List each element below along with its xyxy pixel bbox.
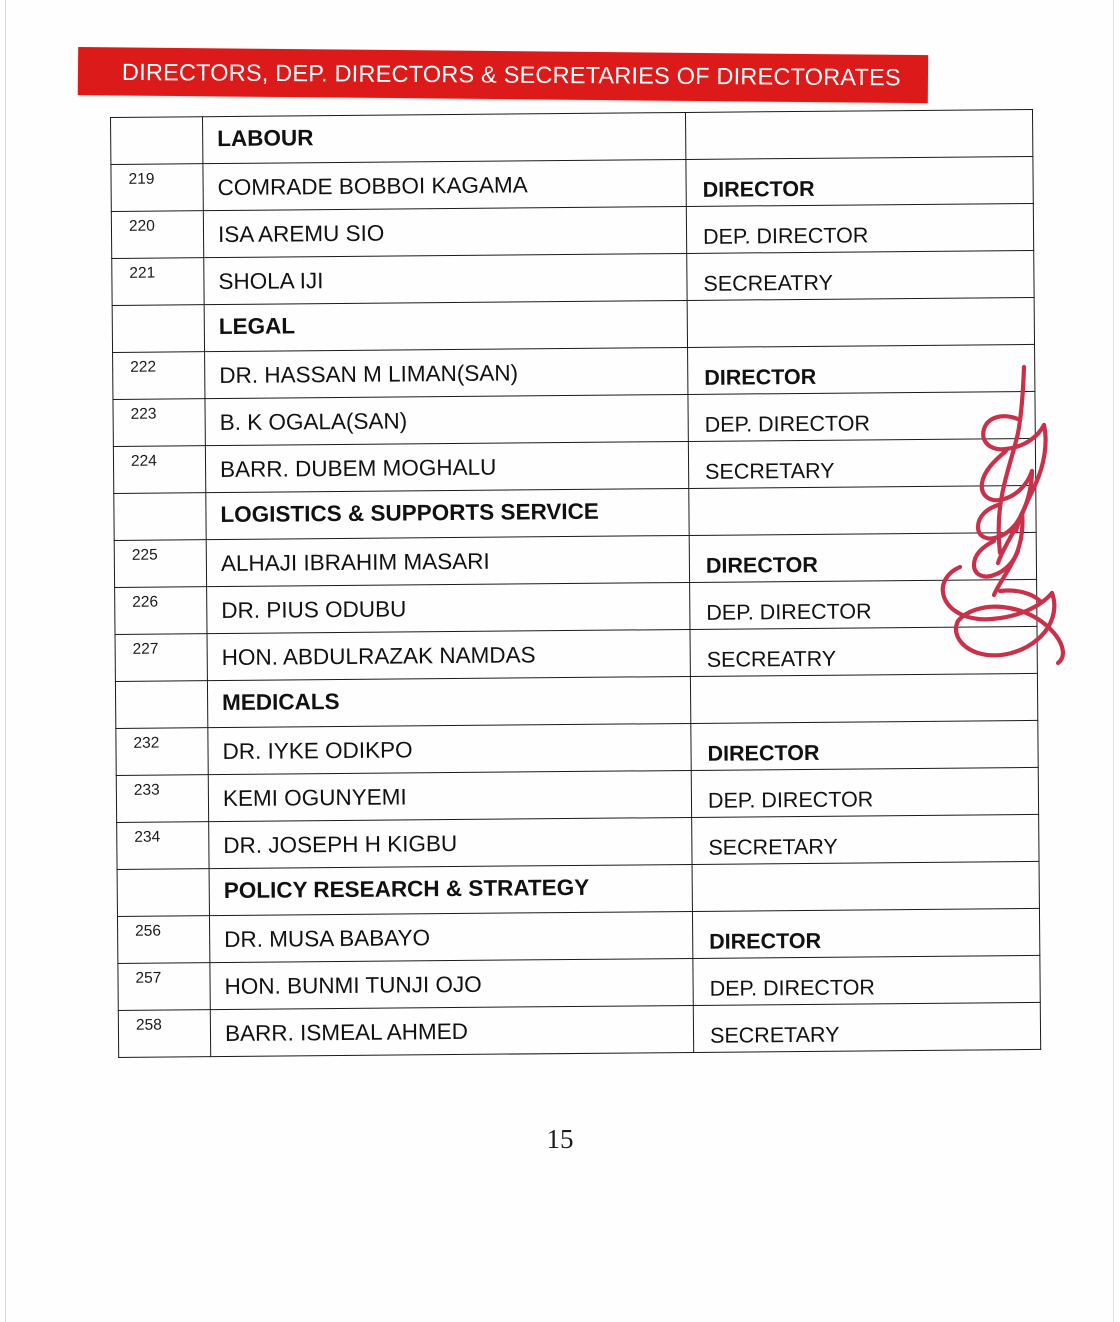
person-name-cell <box>209 817 692 868</box>
role-label: DIRECTOR <box>707 740 820 766</box>
role-label: SECRETARY <box>708 834 838 860</box>
row-number-cell <box>111 211 203 259</box>
role-cell <box>690 626 1037 676</box>
role-label: DIRECTOR <box>702 176 815 202</box>
role-cell <box>685 109 1032 159</box>
row-number-cell <box>113 399 205 447</box>
row-number-cell <box>114 493 206 541</box>
person-name: B. K OGALA(SAN) <box>219 408 408 436</box>
role-label: SECREATRY <box>703 270 834 296</box>
role-cell <box>691 720 1038 770</box>
person-name-cell <box>207 629 690 680</box>
row-number-cell <box>116 728 208 776</box>
role-cell <box>693 1002 1040 1052</box>
role-label: SECRETARY <box>709 1022 840 1048</box>
table-row <box>113 344 1035 399</box>
row-number-cell <box>111 164 203 212</box>
person-name: HON. BUNMI TUNJI OJO <box>224 971 482 1000</box>
table-row <box>115 579 1037 634</box>
table-row <box>112 250 1034 305</box>
section-title-cell <box>204 300 687 351</box>
row-number: 219 <box>128 170 155 188</box>
person-name-cell <box>205 441 688 492</box>
person-name-cell <box>205 347 688 398</box>
person-name: ALHAJI IBRAHIM MASARI <box>220 548 490 577</box>
row-number-cell <box>118 963 210 1011</box>
row-number-cell <box>117 822 209 870</box>
table-section-row <box>115 673 1037 728</box>
person-name-cell <box>205 394 688 445</box>
table-row <box>111 203 1033 258</box>
row-number: 227 <box>132 640 159 658</box>
role-cell <box>688 344 1035 394</box>
row-number-cell <box>118 1010 210 1058</box>
role-cell <box>688 391 1035 441</box>
section-title-cell <box>206 488 689 539</box>
row-number: 222 <box>130 358 157 376</box>
row-number-cell <box>113 446 205 494</box>
row-number-cell <box>112 305 204 353</box>
person-name: KEMI OGUNYEMI <box>222 784 407 812</box>
row-number-cell <box>117 916 209 964</box>
directorates-table <box>110 109 1041 1058</box>
person-name-cell <box>209 911 692 962</box>
person-name-cell <box>207 582 690 633</box>
table-section-row <box>114 485 1036 540</box>
row-number: 258 <box>135 1016 162 1034</box>
row-number: 224 <box>130 452 157 470</box>
section-title: LABOUR <box>217 125 314 152</box>
person-name-cell <box>206 535 689 586</box>
person-name: COMRADE BOBBOI KAGAMA <box>217 172 528 201</box>
role-label: DEP. DIRECTOR <box>709 975 876 1001</box>
section-title: POLICY RESEARCH & STRATEGY <box>223 874 590 904</box>
row-number-cell <box>117 869 209 917</box>
page-number: 15 <box>546 1124 574 1154</box>
section-title-cell <box>203 112 686 163</box>
role-cell <box>687 297 1034 347</box>
row-number-cell <box>113 352 205 400</box>
person-name: SHOLA IJI <box>218 268 324 295</box>
person-name: DR. HASSAN M LIMAN(SAN) <box>219 360 519 389</box>
table-row <box>115 626 1037 681</box>
role-cell <box>686 156 1033 206</box>
person-name-cell <box>203 159 686 210</box>
person-name: HON. ABDULRAZAK NAMDAS <box>221 642 536 671</box>
table-row <box>113 438 1035 493</box>
person-name-cell <box>203 206 686 257</box>
role-label: SECREATRY <box>706 646 837 672</box>
table-row <box>117 814 1039 869</box>
table-section-row <box>117 861 1039 916</box>
role-cell <box>692 908 1039 958</box>
role-label: DEP. DIRECTOR <box>706 599 872 625</box>
table-row <box>111 156 1033 211</box>
row-number-cell <box>115 681 207 729</box>
row-number-cell <box>112 258 204 306</box>
row-number-cell <box>111 117 203 165</box>
role-cell <box>690 579 1037 629</box>
person-name: ISA AREMU SIO <box>217 220 385 248</box>
row-number: 232 <box>133 734 160 752</box>
section-title: LOGISTICS & SUPPORTS SERVICE <box>220 498 599 528</box>
table-section-row <box>111 109 1033 164</box>
role-cell <box>692 814 1039 864</box>
person-name-cell <box>204 253 687 304</box>
table-row <box>116 720 1038 775</box>
role-cell <box>690 673 1037 723</box>
table-row <box>117 908 1039 963</box>
person-name: BARR. DUBEM MOGHALU <box>219 454 497 483</box>
person-name: DR. MUSA BABAYO <box>224 925 431 953</box>
role-cell <box>691 767 1038 817</box>
person-name: BARR. ISMEAL AHMED <box>224 1018 469 1047</box>
person-name-cell <box>208 770 691 821</box>
row-number-cell <box>115 587 207 635</box>
person-name: DR. IYKE ODIKPO <box>222 737 413 765</box>
banner-title: DIRECTORS, DEP. DIRECTORS & SECRETARIES OF DIRECTORATES <box>121 58 901 91</box>
person-name-cell <box>210 958 693 1009</box>
row-number: 220 <box>128 217 155 235</box>
header-banner <box>78 47 928 103</box>
role-label: DEP. DIRECTOR <box>702 223 869 249</box>
table-row <box>118 955 1040 1010</box>
role-label: DIRECTOR <box>705 552 818 578</box>
person-name-cell <box>210 1005 693 1056</box>
row-number-cell <box>114 540 206 588</box>
table-row <box>118 1002 1040 1057</box>
table-section-row <box>112 297 1034 352</box>
directorates-table-wrapper <box>110 109 1040 1058</box>
role-label: DIRECTOR <box>704 364 817 390</box>
role-label: DEP. DIRECTOR <box>704 411 871 437</box>
row-number: 225 <box>131 546 158 564</box>
row-number: 226 <box>132 593 159 611</box>
section-title-cell <box>207 676 690 727</box>
role-label: DEP. DIRECTOR <box>707 787 874 813</box>
role-cell <box>693 955 1040 1005</box>
table-row <box>116 767 1038 822</box>
person-name: DR. PIUS ODUBU <box>221 596 407 624</box>
role-cell <box>689 485 1036 535</box>
role-label: SECRETARY <box>705 458 835 484</box>
table-row <box>113 391 1035 446</box>
role-cell <box>688 438 1035 488</box>
row-number: 223 <box>130 405 157 423</box>
row-number: 257 <box>135 969 162 987</box>
row-number-cell <box>116 775 208 823</box>
table-body <box>111 109 1041 1057</box>
table-row <box>114 532 1036 587</box>
row-number: 234 <box>134 828 161 846</box>
role-cell <box>689 532 1036 582</box>
role-cell <box>686 203 1033 253</box>
role-cell <box>687 250 1034 300</box>
row-number: 256 <box>135 922 162 940</box>
row-number: 233 <box>133 781 160 799</box>
person-name-cell <box>208 723 691 774</box>
person-name: DR. JOSEPH H KIGBU <box>223 830 458 859</box>
section-title-cell <box>209 864 692 915</box>
section-title: MEDICALS <box>222 689 340 716</box>
role-label: DIRECTOR <box>709 928 822 954</box>
section-title: LEGAL <box>218 313 296 340</box>
row-number: 221 <box>129 264 156 282</box>
row-number-cell <box>115 634 207 682</box>
role-cell <box>692 861 1039 911</box>
